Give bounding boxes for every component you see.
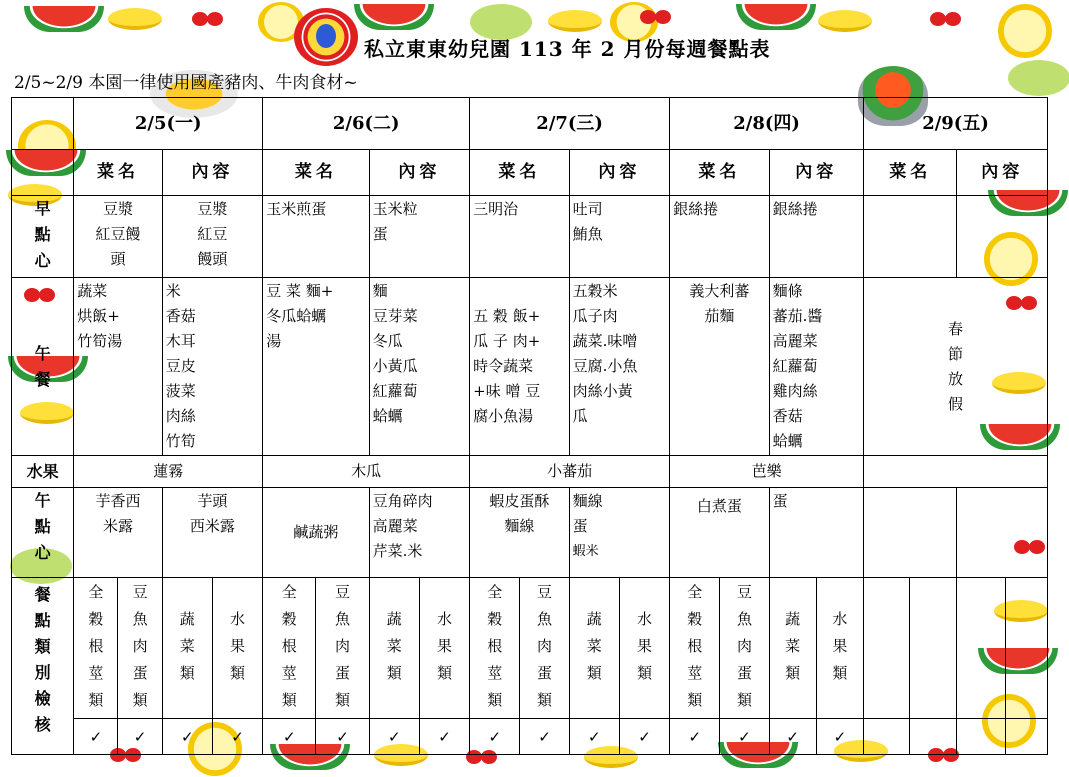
check-cell (1005, 719, 1047, 755)
check-mark: ✓ (670, 719, 720, 755)
category-cell (910, 578, 957, 719)
watermelon-icon (24, 6, 104, 32)
menu-cell: 鹹蔬粥 (263, 488, 369, 578)
row-label-check: 餐 點 類 別 檢 核 (12, 578, 74, 755)
category-cell (957, 578, 1005, 719)
fruit-cell: 芭樂 (670, 456, 864, 488)
category-cell: 水 果 類 (212, 578, 262, 719)
category-cell: 水 果 類 (419, 578, 469, 719)
category-cell: 蔬 菜 類 (162, 578, 212, 719)
menu-cell (864, 196, 957, 278)
row-label-lunch: 午 餐 (12, 278, 74, 456)
lemon-icon (998, 4, 1052, 58)
check-mark: ✓ (74, 719, 118, 755)
check-mark: ✓ (316, 719, 369, 755)
col-content-header: 內容 (369, 150, 470, 196)
category-cell (1005, 578, 1047, 719)
day-header: 2/7(三) (470, 98, 670, 150)
menu-cell: 蝦皮蛋酥 麵線 (470, 488, 569, 578)
fruit-cell (864, 456, 1048, 488)
menu-cell: 麵 豆芽菜 冬瓜 小黃瓜 紅蘿蔔 蛤蠣 (369, 278, 470, 456)
menu-cell: 五穀米 瓜子肉 蔬菜.味噌 豆腐.小魚 肉絲小黃 瓜 (569, 278, 670, 456)
col-content-header: 內容 (162, 150, 263, 196)
banana-icon (108, 8, 162, 30)
logo-figure-icon (316, 24, 336, 48)
category-cell: 豆 魚 肉 蛋 類 (720, 578, 769, 719)
check-mark: ✓ (263, 719, 316, 755)
menu-cell: 芋香西 米露 (74, 488, 162, 578)
cherry-icon (930, 6, 964, 26)
menu-cell: 玉米煎蛋 (263, 196, 369, 278)
category-cell: 蔬 菜 類 (769, 578, 816, 719)
category-cell: 豆 魚 肉 蛋 類 (316, 578, 369, 719)
banana-icon (818, 10, 872, 32)
cherry-icon (192, 6, 226, 26)
fruit-cell: 木瓜 (263, 456, 470, 488)
col-name-header: 菜名 (864, 150, 957, 196)
corner-cell (12, 150, 74, 196)
weekly-menu-table (11, 97, 1048, 755)
menu-cell (957, 196, 1048, 278)
check-mark: ✓ (520, 719, 569, 755)
check-cell (957, 719, 1005, 755)
check-mark: ✓ (419, 719, 469, 755)
menu-cell: 義大利蕃 茄麵 (670, 278, 769, 456)
menu-cell: 豆 菜 麵+ 冬瓜蛤蠣 湯 (263, 278, 369, 456)
category-cell: 豆 魚 肉 蛋 類 (118, 578, 162, 719)
check-row (12, 719, 1048, 755)
menu-cell: 蛋 (769, 488, 863, 578)
menu-cell: 豆漿 紅豆饅 頭 (74, 196, 162, 278)
category-cell (864, 578, 910, 719)
check-mark: ✓ (162, 719, 212, 755)
check-mark: ✓ (470, 719, 520, 755)
day-header: 2/9(五) (864, 98, 1048, 150)
breakfast-row (12, 196, 1048, 278)
menu-cell: 麵條 蕃茄.醬 高麗菜 紅蘿蔔 雞肉絲 香菇 蛤蠣 (769, 278, 863, 456)
snack-row (12, 488, 1048, 578)
check-mark: ✓ (769, 719, 816, 755)
lunch-row (12, 278, 1048, 456)
holiday-cell: 春 節 放 假 (864, 278, 1048, 456)
column-header-row (12, 150, 1048, 196)
row-label-fruit: 水果 (12, 456, 74, 488)
fruit-row (12, 456, 1048, 488)
watermelon-icon (354, 4, 434, 30)
day-header: 2/5(一) (74, 98, 263, 150)
fruit-cell: 小蕃茄 (470, 456, 670, 488)
category-cell: 全 穀 根 莖 類 (74, 578, 118, 719)
school-logo (294, 8, 358, 66)
check-mark: ✓ (816, 719, 863, 755)
menu-cell: 五 穀 飯+ 瓜 子 肉+ 時令蔬菜 +味 噌 豆 腐小魚湯 (470, 278, 569, 456)
menu-cell: 銀絲捲 (769, 196, 863, 278)
cherry-icon (640, 4, 674, 24)
check-mark: ✓ (212, 719, 262, 755)
col-name-header: 菜名 (670, 150, 769, 196)
day-header: 2/6(二) (263, 98, 470, 150)
watermelon-icon (736, 4, 816, 30)
category-cell: 蔬 菜 類 (369, 578, 419, 719)
fruit-cell: 蓮霧 (74, 456, 263, 488)
col-content-header: 內容 (569, 150, 670, 196)
menu-cell: 銀絲捲 (670, 196, 769, 278)
category-cell: 蔬 菜 類 (569, 578, 619, 719)
leaf-icon (1008, 60, 1069, 96)
menu-cell: 芋頭 西米露 (162, 488, 263, 578)
corner-cell (12, 98, 74, 150)
menu-cell: 吐司 鮪魚 (569, 196, 670, 278)
check-mark: ✓ (720, 719, 769, 755)
category-cell: 豆 魚 肉 蛋 類 (520, 578, 569, 719)
banana-icon (548, 10, 602, 32)
page-title: 私立東東幼兒園 113 年 2 月份每週餐點表 (364, 37, 771, 61)
menu-cell: 豆角碎肉 高麗菜 芹菜.米 (369, 488, 470, 578)
category-cell: 全 穀 根 莖 類 (670, 578, 720, 719)
menu-cell (864, 488, 957, 578)
category-cell: 水 果 類 (619, 578, 669, 719)
category-row (12, 578, 1048, 719)
check-mark: ✓ (619, 719, 669, 755)
check-cell (910, 719, 957, 755)
menu-cell: 白煮蛋 (670, 488, 769, 578)
menu-cell (957, 488, 1048, 578)
check-cell (864, 719, 910, 755)
col-name-header: 菜名 (74, 150, 162, 196)
menu-cell: 三明治 (470, 196, 569, 278)
category-cell: 全 穀 根 莖 類 (263, 578, 316, 719)
day-header: 2/8(四) (670, 98, 864, 150)
menu-cell: 蔬菜 烘飯+ 竹筍湯 (74, 278, 162, 456)
row-label-snack: 午 點 心 (12, 488, 74, 578)
row-label-breakfast: 早 點 心 (12, 196, 74, 278)
menu-cell: 玉米粒 蛋 (369, 196, 470, 278)
check-mark: ✓ (369, 719, 419, 755)
menu-cell: 麵線 蛋 蝦米 (569, 488, 670, 578)
col-name-header: 菜名 (470, 150, 569, 196)
menu-cell: 米 香菇 木耳 豆皮 菠菜 肉絲 竹筍 (162, 278, 263, 456)
category-cell: 水 果 類 (816, 578, 863, 719)
check-mark: ✓ (569, 719, 619, 755)
category-cell: 全 穀 根 莖 類 (470, 578, 520, 719)
menu-cell: 豆漿 紅豆 饅頭 (162, 196, 263, 278)
col-content-header: 內容 (957, 150, 1048, 196)
col-name-header: 菜名 (263, 150, 369, 196)
check-mark: ✓ (118, 719, 162, 755)
col-content-header: 內容 (769, 150, 863, 196)
page-subtitle: 2/5~2/9 本園一律使用國產豬肉、牛肉食材~ (14, 73, 358, 93)
day-header-row (12, 98, 1048, 150)
